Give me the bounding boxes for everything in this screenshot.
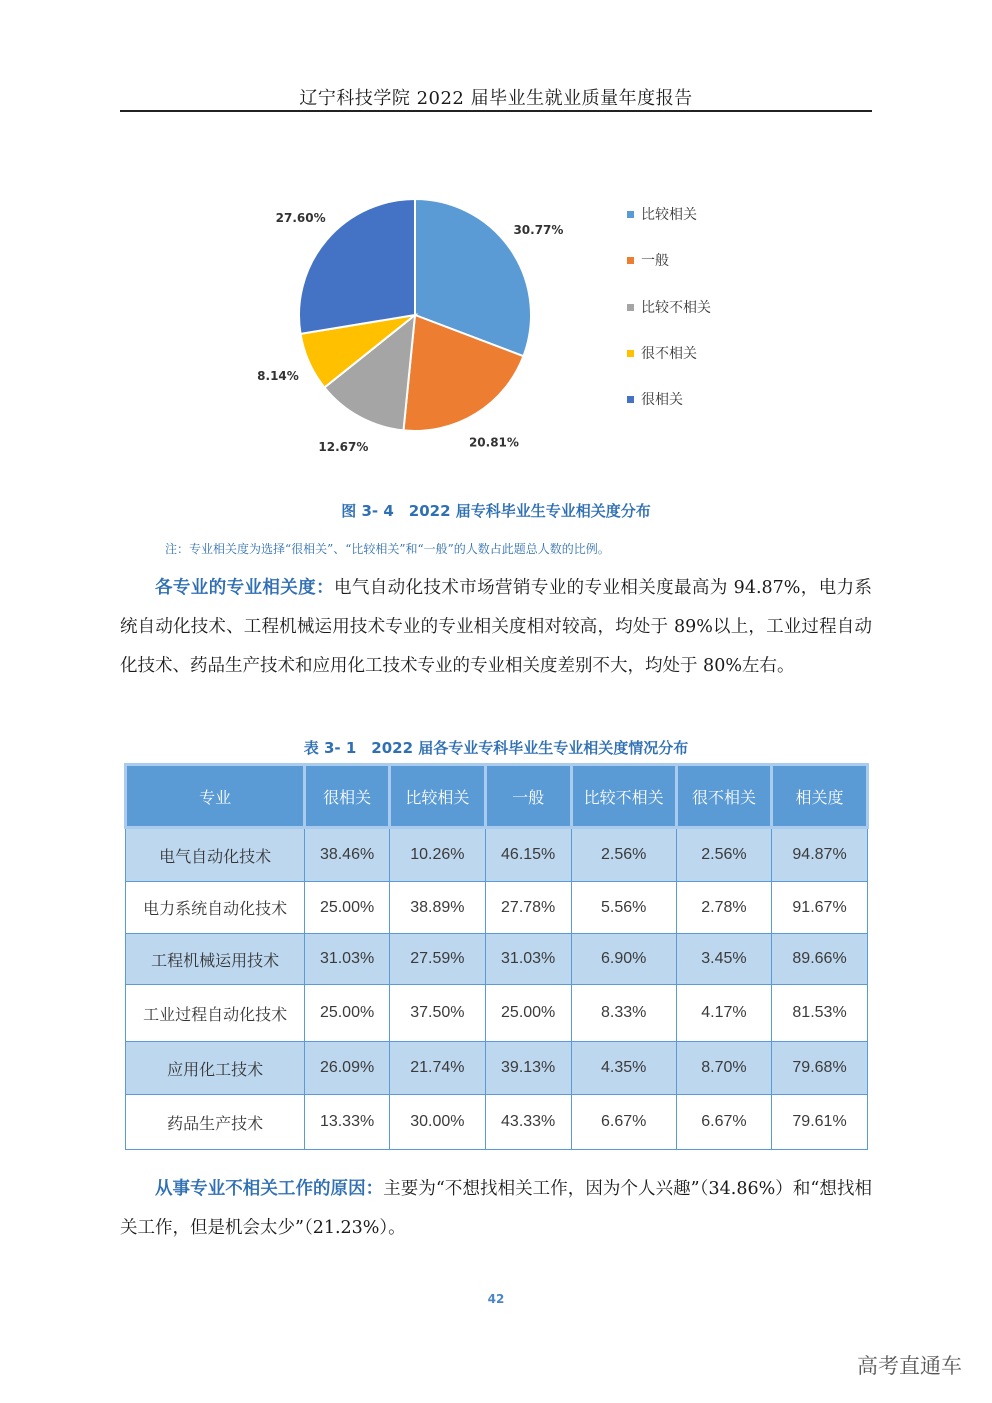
page-number: 42 <box>487 1292 505 1306</box>
cell-value: 89.66% <box>772 934 868 985</box>
paragraph-lead: 各专业的专业相关度： <box>155 578 334 598</box>
cell-value: 6.90% <box>571 934 676 985</box>
cell-value: 37.50% <box>389 985 485 1042</box>
figure-note: 注：专业相关度为选择“很相关”、“比较相关”和“一般”的人数占此题总人数的比例。 <box>165 542 610 556</box>
legend-item <box>627 204 711 250</box>
paragraph-text: 主要为“不想找相关工作，因为个人兴趣”（34.86%）和“想找相关工作，但是机会太少”（21.23%）。 <box>120 1179 872 1238</box>
legend-label: 很相关 <box>641 392 683 409</box>
paragraph-text: 电气自动化技术市场营销专业的专业相关度最高为 94.87%，电力系统自动化技术、工程机械运用技术专业的专业相关度相对较高，均处于 89%以上，工业过程自动化技术、药品生产技术和应用化工技术专业的专业相关度差别不大，均处于 80%左右。 <box>120 578 873 676</box>
cell-value: 2.56% <box>571 828 676 882</box>
cell-value: 4.17% <box>676 985 771 1042</box>
legend-item <box>627 250 711 296</box>
cell-value: 25.00% <box>485 985 571 1042</box>
paragraph-unrelated-reasons <box>120 1170 872 1248</box>
legend-swatch <box>627 257 634 264</box>
pie-data-label: 27.60% <box>275 210 326 225</box>
cell-major: 工业过程自动化技术 <box>126 985 305 1042</box>
pie-data-label: 30.77% <box>513 222 564 237</box>
header-fairly-related: 比较相关 <box>389 765 485 828</box>
pie-data-label: 8.14% <box>257 369 299 384</box>
legend-item <box>627 343 711 389</box>
watermark: 高考直通车 <box>857 1354 962 1378</box>
cell-value: 8.70% <box>676 1042 771 1095</box>
figure-caption: 图 3- 4 2022 届专科毕业生专业相关度分布 <box>341 502 651 520</box>
cell-value: 43.33% <box>485 1095 571 1150</box>
cell-value: 25.00% <box>305 882 390 934</box>
legend-item <box>627 297 711 343</box>
cell-value: 3.45% <box>676 934 771 985</box>
cell-value: 79.61% <box>772 1095 868 1150</box>
page-header-title: 辽宁科技学院 2022 届毕业生就业质量年度报告 <box>299 88 693 109</box>
cell-value: 4.35% <box>571 1042 676 1095</box>
legend-swatch <box>627 211 634 218</box>
cell-value: 6.67% <box>676 1095 771 1150</box>
cell-value: 79.68% <box>772 1042 868 1095</box>
relevance-table <box>124 763 869 1150</box>
cell-value: 13.33% <box>305 1095 390 1150</box>
cell-value: 27.78% <box>485 882 571 934</box>
cell-value: 26.09% <box>305 1042 390 1095</box>
cell-value: 10.26% <box>389 828 485 882</box>
cell-value: 91.67% <box>772 882 868 934</box>
pie-data-label: 20.81% <box>468 435 519 450</box>
table-row <box>126 934 868 985</box>
legend-item <box>627 389 711 435</box>
pie-chart <box>240 185 610 455</box>
cell-value: 8.33% <box>571 985 676 1042</box>
header-very-unrelated: 很不相关 <box>676 765 771 828</box>
header-fairly-unrelated: 比较不相关 <box>571 765 676 828</box>
paragraph-lead: 从事专业不相关工作的原因： <box>155 1179 384 1199</box>
paragraph-major-relevance <box>120 569 872 686</box>
legend-label: 一般 <box>641 253 669 270</box>
table-row <box>126 882 868 934</box>
cell-value: 46.15% <box>485 828 571 882</box>
header-very-related: 很相关 <box>305 765 390 828</box>
legend-label: 比较相关 <box>641 207 697 223</box>
cell-value: 38.89% <box>389 882 485 934</box>
cell-value: 27.59% <box>389 934 485 985</box>
cell-major: 电力系统自动化技术 <box>126 882 305 934</box>
cell-major: 应用化工技术 <box>126 1042 305 1095</box>
cell-value: 2.56% <box>676 828 771 882</box>
table-header-row <box>126 765 868 828</box>
cell-value: 30.00% <box>389 1095 485 1150</box>
legend-swatch <box>627 396 634 403</box>
legend-label: 比较不相关 <box>641 299 711 316</box>
cell-major: 工程机械运用技术 <box>126 934 305 985</box>
cell-value: 21.74% <box>389 1042 485 1095</box>
cell-value: 81.53% <box>772 985 868 1042</box>
cell-value: 2.78% <box>676 882 771 934</box>
table-caption: 表 3- 1 2022 届各专业专科毕业生专业相关度情况分布 <box>303 739 689 757</box>
cell-value: 6.67% <box>571 1095 676 1150</box>
cell-value: 39.13% <box>485 1042 571 1095</box>
pie-data-label: 12.67% <box>318 439 369 454</box>
legend-swatch <box>627 304 634 311</box>
header-rule <box>120 110 872 112</box>
chart-legend <box>627 204 711 435</box>
legend-label: 很不相关 <box>641 345 697 362</box>
cell-value: 25.00% <box>305 985 390 1042</box>
table-row <box>126 985 868 1042</box>
cell-major: 电气自动化技术 <box>126 828 305 882</box>
cell-value: 31.03% <box>485 934 571 985</box>
table-row <box>126 828 868 882</box>
cell-value: 38.46% <box>305 828 390 882</box>
header-major: 专业 <box>126 765 305 828</box>
cell-value: 94.87% <box>772 828 868 882</box>
table-row <box>126 1095 868 1150</box>
cell-value: 5.56% <box>571 882 676 934</box>
cell-major: 药品生产技术 <box>126 1095 305 1150</box>
table-row <box>126 1042 868 1095</box>
header-average: 一般 <box>485 765 571 828</box>
header-relevance: 相关度 <box>772 765 868 828</box>
legend-swatch <box>627 350 634 357</box>
cell-value: 31.03% <box>305 934 390 985</box>
